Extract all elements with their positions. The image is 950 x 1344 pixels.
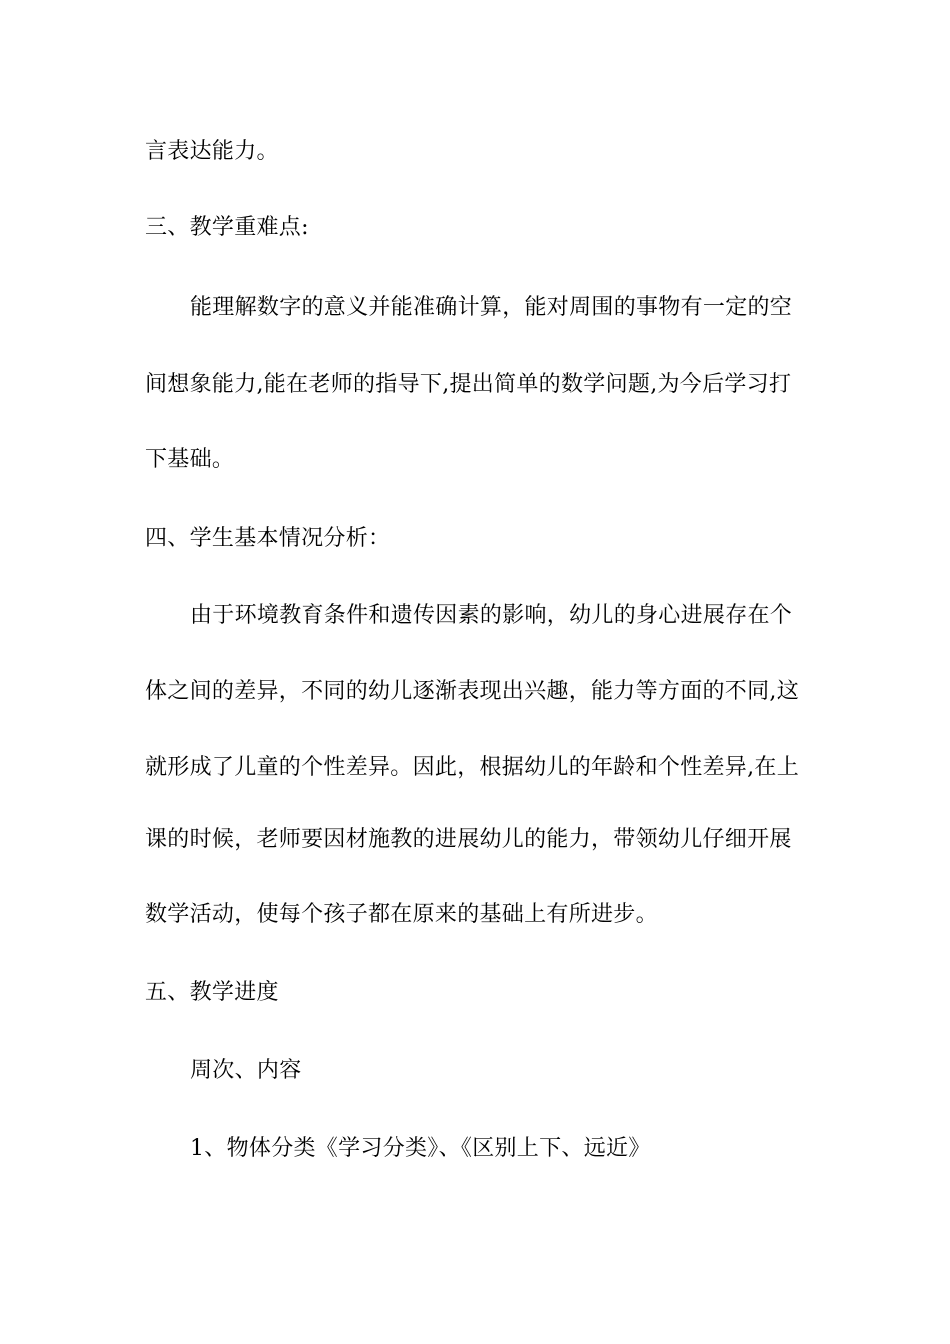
heading-teaching-schedule: 五、教学进度 [145,980,279,1005]
paragraph-line-6: 就形成了儿童的个性差异。因此，根据幼儿的年龄和个性差异,在上 [145,755,799,780]
paragraph-line-1: 能理解数字的意义并能准确计算，能对周围的事物有一定的空 [190,295,793,320]
text-line-intro-end: 言表达能力。 [145,139,279,164]
paragraph-line-5: 体之间的差异，不同的幼儿逐渐表现出兴趣，能力等方面的不同,这 [145,679,799,704]
paragraph-line-7: 课的时候，老师要因材施教的进展幼儿的能力，带领幼儿仔细开展 [145,827,792,852]
paragraph-line-3: 下基础。 [145,447,235,472]
paragraph-line-2: 间想象能力,能在老师的指导下,提出简单的数学问题,为今后学习打 [145,372,792,397]
schedule-item-1: 1、物体分类《学习分类》、《区别上下、远近》 [190,1136,651,1161]
heading-key-difficulties: 三、教学重难点: [145,215,309,240]
schedule-header: 周次、内容 [190,1058,302,1083]
paragraph-line-4: 由于环境教育条件和遗传因素的影响，幼儿的身心进展存在个 [190,603,793,628]
heading-student-analysis: 四、学生基本情况分析： [145,526,391,551]
paragraph-line-8: 数学活动，使每个孩子都在原来的基础上有所进步。 [145,902,658,927]
